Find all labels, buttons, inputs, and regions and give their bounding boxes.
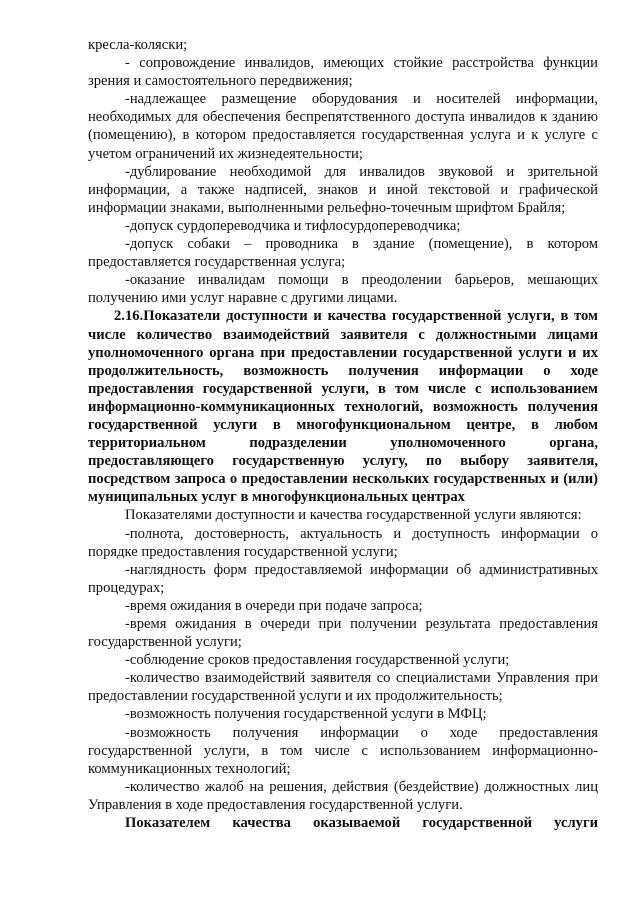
- paragraph-guide-dog: -допуск собаки – проводника в здание (помещение), в котором предоставляется государственная услуга;: [88, 236, 598, 271]
- paragraph-continuation: кресла-коляски;: [88, 37, 188, 53]
- paragraph-quality-indicator: Показателем качества оказываемой государственной услуги: [125, 815, 598, 832]
- paragraph-duplication: -дублирование необходимой для инвалидов звуковой и зрительной информации, а также надписей, знаков и иной текстовой и графической информации знаками, выполненными рельефно-точечным шрифтом Брайля;: [88, 163, 598, 216]
- paragraph-complaints: -количество жалоб на решения, действия (бездействие) должностных лиц Управления в ходе предоставления государственной услуги.: [88, 778, 598, 813]
- section-heading-2-16: 2.16.Показатели доступности и качества государственной услуги, в том числе количество взаимодействий заявителя с должностными лицами уполномоченного органа при предоставлении государственной услуги и их продолжительность, возможность получения информации о ходе предоставления государственной услуги, в том числе с использованием информационно-коммуникационных технологий, возможность получения государственной услуги в многофункциональном центре, в любом территориальном подразделении уполномоченного органа, предоставляющего государственную услугу, по выбору заявителя, посредством запроса о предоставлении нескольких государственных и (или) муниципальных услуг в многофункциональных центрах: [88, 308, 598, 506]
- document-page: [88, 36, 598, 832]
- paragraph-interactions: -количество взаимодействий заявителя со специалистами Управления при предоставлении государственной услуги и их продолжительность;: [88, 670, 598, 705]
- paragraph-progress-info: -возможность получения информации о ходе предоставления государственной услуги, в том числе с использованием информационно-коммуникационных технологий;: [88, 724, 598, 777]
- paragraph-visibility: -наглядность форм предоставляемой информации об административных процедурах;: [88, 561, 598, 596]
- paragraph-sign-interpreter: -допуск сурдопереводчика и тифлосурдопереводчика;: [125, 217, 461, 234]
- paragraph-assistance: -оказание инвалидам помощи в преодолении барьеров, мешающих получению ими услуг наравне с другими лицами.: [88, 272, 598, 307]
- paragraph-mfc: -возможность получения государственной услуги в МФЦ;: [125, 706, 487, 723]
- paragraph-escort: - сопровождение инвалидов, имеющих стойкие расстройства функции зрения и самостоятельного передвижения;: [88, 55, 598, 90]
- paragraph-equipment-placement: -надлежащее размещение оборудования и носителей информации, необходимых для обеспечения беспрепятственного доступа инвалидов к зданию (помещению), в котором предоставляется государственная услуга и к услуге с учетом ограничений их жизнедеятельности;: [88, 91, 598, 162]
- paragraph-indicators-intro: Показателями доступности и качества государственной услуги являются:: [125, 507, 582, 524]
- paragraph-waiting-request: -время ожидания в очереди при подаче запроса;: [125, 597, 423, 614]
- paragraph-deadlines: -соблюдение сроков предоставления государственной услуги;: [125, 652, 510, 669]
- paragraph-completeness: -полнота, достоверность, актуальность и доступность информации о порядке предоставления государственной услуги;: [88, 525, 598, 560]
- paragraph-waiting-result: -время ожидания в очереди при получении результата предоставления государственной услуги;: [88, 616, 598, 651]
